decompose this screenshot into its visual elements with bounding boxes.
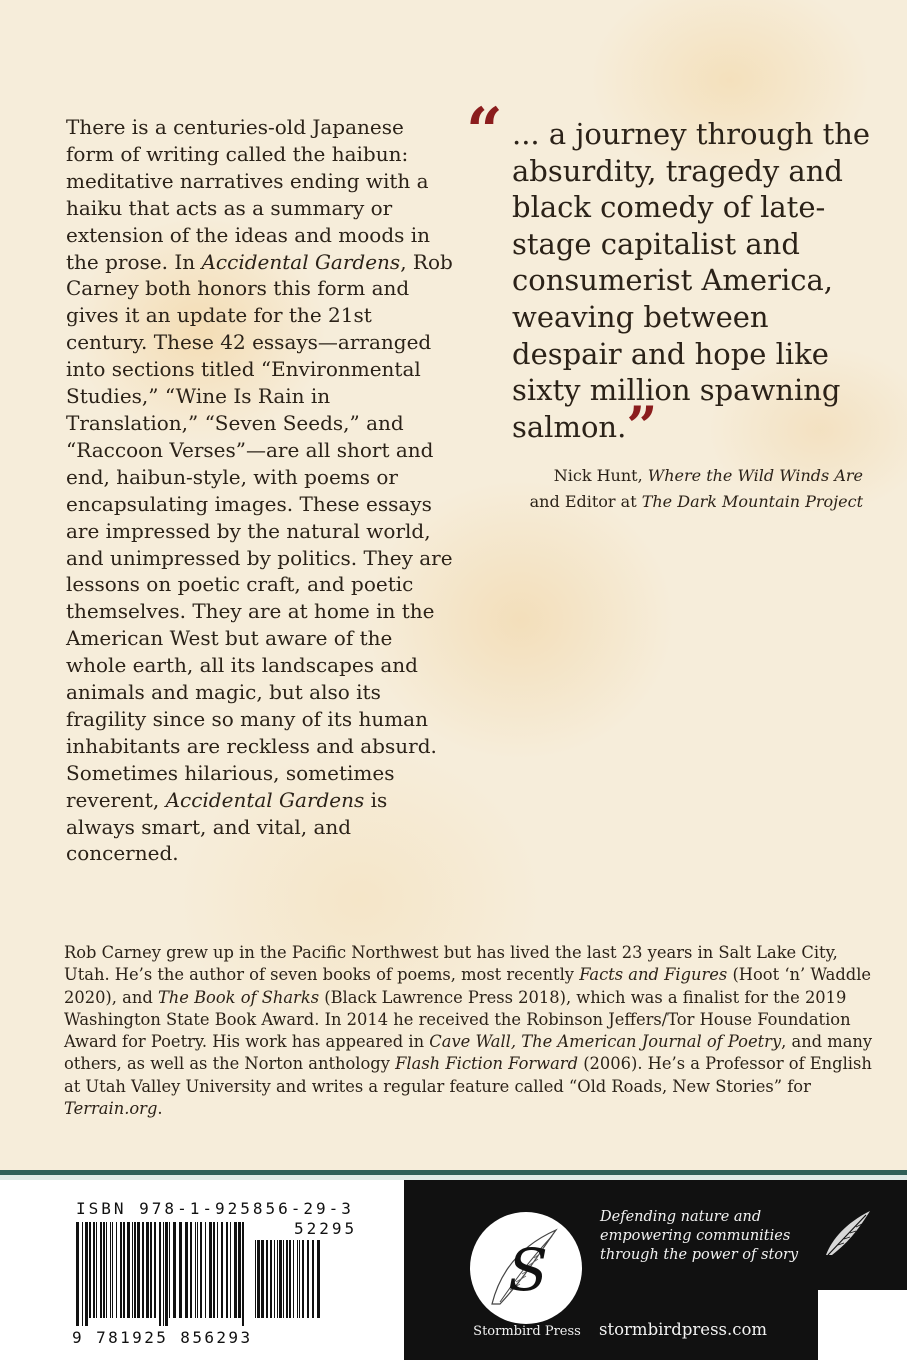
barcode-bar bbox=[197, 1222, 198, 1318]
italic-title: Accidental Gardens bbox=[201, 249, 401, 274]
italic-title: Cave Wall, The American Journal of Poetry bbox=[429, 1032, 782, 1052]
barcode-icon bbox=[76, 1222, 248, 1326]
barcode-bar bbox=[123, 1222, 125, 1318]
italic-title: The Book of Sharks bbox=[157, 987, 320, 1007]
barcode-bar bbox=[137, 1222, 140, 1318]
barcode-bar bbox=[190, 1222, 192, 1318]
barcode-bar bbox=[173, 1222, 176, 1318]
barcode-bar bbox=[116, 1222, 117, 1318]
isbn-label: ISBN 978-1-925856-29-3 bbox=[76, 1199, 354, 1218]
barcode-bar bbox=[255, 1240, 256, 1318]
barcode-bar bbox=[165, 1222, 168, 1326]
italic-title: Flash Fiction Forward bbox=[395, 1054, 579, 1074]
text-run: (2006). He’s a Professor of English at Utah Valley University and writes a regular feature called “Old Roads, New Stories” for bbox=[64, 1054, 872, 1096]
barcode-bar bbox=[226, 1222, 228, 1318]
barcode-bar bbox=[200, 1222, 202, 1318]
barcode-bar bbox=[195, 1222, 196, 1318]
barcode-bar bbox=[302, 1240, 304, 1318]
barcode-bar bbox=[283, 1240, 284, 1318]
barcode-bar bbox=[76, 1222, 79, 1326]
barcode-bar bbox=[293, 1240, 294, 1318]
barcode-bar bbox=[277, 1240, 278, 1318]
attribution-name: Nick Hunt, bbox=[553, 466, 648, 485]
attribution-line-2 bbox=[530, 489, 863, 515]
review-quote bbox=[512, 116, 882, 458]
italic-title: Facts and Figures bbox=[579, 965, 728, 985]
author-bio bbox=[64, 942, 874, 1120]
barcode-bar bbox=[150, 1222, 152, 1318]
barcode-bar bbox=[82, 1222, 83, 1326]
text-run: , Rob Carney both honors this form and gives it an update for the 21st century. These 42 essays—arranged into sections titled “Environmental Studies,” “Wine Is Rain in Translation,” “Seven Seeds,” and “Raccoon Verses”—are all short and end, haibun-style, with poems or encapsulating images. These essays are impressed by the natural world, and unimpressed by politics. They are lessons on poetic craft, and poetic themselves. They are at home in the American West but aware of the whole earth, all its landscapes and animals and magic, but also its fragility since so many of its human inhabitants are reckless and absurd. Sometimes hilarious, sometimes reverent, bbox=[66, 249, 453, 812]
barcode-bar bbox=[106, 1222, 107, 1318]
corner-panel bbox=[818, 1290, 907, 1360]
barcode-number: 9 781925 856293 bbox=[72, 1328, 253, 1347]
text-run: is always smart, and vital, and concerned. bbox=[66, 787, 388, 866]
barcode-bar bbox=[279, 1240, 282, 1318]
barcode-bar bbox=[103, 1222, 105, 1318]
barcode-bar bbox=[93, 1222, 95, 1318]
review-quote-text: ... a journey through the absurdity, tragedy and black comedy of late-stage capitalist and consumerist America, weaving between despair and hope like sixty million spawning salmon. bbox=[512, 117, 871, 444]
barcode-bar bbox=[112, 1222, 113, 1318]
barcode-bar bbox=[230, 1222, 231, 1318]
barcode-bar bbox=[217, 1222, 218, 1318]
barcode-bar bbox=[85, 1222, 88, 1326]
barcode-bar bbox=[96, 1222, 97, 1318]
barcode-bar bbox=[312, 1240, 314, 1318]
italic-title: Terrain.org bbox=[64, 1099, 158, 1119]
barcode-bar bbox=[307, 1240, 309, 1318]
barcode-bar bbox=[266, 1240, 268, 1318]
barcode-bar bbox=[159, 1222, 161, 1326]
barcode-bar bbox=[261, 1240, 264, 1318]
barcode-bar bbox=[234, 1222, 237, 1318]
barcode-bar bbox=[209, 1222, 212, 1318]
barcode-bar bbox=[154, 1222, 156, 1318]
publisher-tagline: Defending nature and empowering communities through the power of story bbox=[600, 1209, 799, 1263]
barcode-bar bbox=[89, 1222, 91, 1318]
quote-open-mark: “ bbox=[466, 94, 503, 169]
barcode-bar bbox=[185, 1222, 188, 1318]
barcode-bar bbox=[242, 1222, 244, 1326]
barcode-bar bbox=[213, 1222, 215, 1318]
attribution-book-title: Where the Wild Winds Are bbox=[647, 466, 863, 485]
text-run: . bbox=[157, 1099, 163, 1119]
quote-attribution bbox=[530, 463, 863, 515]
quote-close-mark: ” bbox=[626, 393, 658, 458]
barcode-bar bbox=[134, 1222, 136, 1318]
attribution-project-title: The Dark Mountain Project bbox=[641, 492, 863, 511]
barcode-bar bbox=[169, 1222, 170, 1318]
barcode-bar bbox=[132, 1222, 133, 1318]
barcode-bar bbox=[286, 1240, 288, 1318]
attribution-role: and Editor at bbox=[529, 492, 642, 511]
barcode-addon-icon bbox=[255, 1240, 323, 1326]
barcode-bar bbox=[270, 1240, 272, 1318]
barcode-bar bbox=[127, 1222, 130, 1318]
barcode-bar bbox=[163, 1222, 164, 1326]
italic-title: Accidental Gardens bbox=[165, 787, 365, 812]
barcode-bar bbox=[221, 1222, 223, 1318]
barcode-bar bbox=[257, 1240, 260, 1318]
barcode-bar bbox=[297, 1240, 298, 1318]
feather-icon bbox=[820, 1205, 876, 1261]
barcode-bar bbox=[289, 1240, 291, 1318]
text-run: (Hoot ‘n’ Waddle 2020), and bbox=[64, 965, 872, 1007]
price-code: 52295 bbox=[294, 1219, 358, 1238]
barcode-bar bbox=[146, 1222, 149, 1318]
barcode-bar bbox=[120, 1222, 122, 1318]
feather-logo-icon bbox=[470, 1212, 582, 1324]
barcode-bar bbox=[100, 1222, 102, 1318]
barcode-bar bbox=[110, 1222, 111, 1318]
barcode-bar bbox=[317, 1240, 320, 1318]
barcode-bar bbox=[274, 1240, 275, 1318]
publisher-logo bbox=[470, 1212, 582, 1324]
publisher-name: Stormbird Press bbox=[473, 1324, 581, 1339]
book-description bbox=[66, 114, 456, 867]
barcode-bar bbox=[238, 1222, 241, 1318]
barcode-bar bbox=[205, 1222, 206, 1318]
text-run: There is a centuries-old Japanese form of writing called the haibun: meditative narratives ending with a haiku that acts as a summary or extension of the ideas and moods in the prose. In bbox=[66, 115, 431, 274]
text-run: Rob Carney grew up in the Pacific Northwest but has lived the last 23 years in Salt Lake City, Utah. He’s the author of seven books of poems, most recently bbox=[64, 943, 838, 985]
text-run: , and many others, as well as the Norton anthology bbox=[64, 1032, 873, 1074]
barcode-bar bbox=[299, 1240, 300, 1318]
text-run: (Black Lawrence Press 2018), which was a finalist for the 2019 Washington State Book Award. In 2014 he received the Robinson Jeffers/Tor House Foundation Award for Poetry. His work has appeared in bbox=[64, 987, 851, 1052]
logo-monogram: S bbox=[508, 1236, 548, 1304]
publisher-website: stormbirdpress.com bbox=[599, 1320, 768, 1339]
barcode-bar bbox=[142, 1222, 144, 1318]
barcode-bar bbox=[179, 1222, 182, 1318]
attribution-line-1 bbox=[530, 463, 863, 489]
